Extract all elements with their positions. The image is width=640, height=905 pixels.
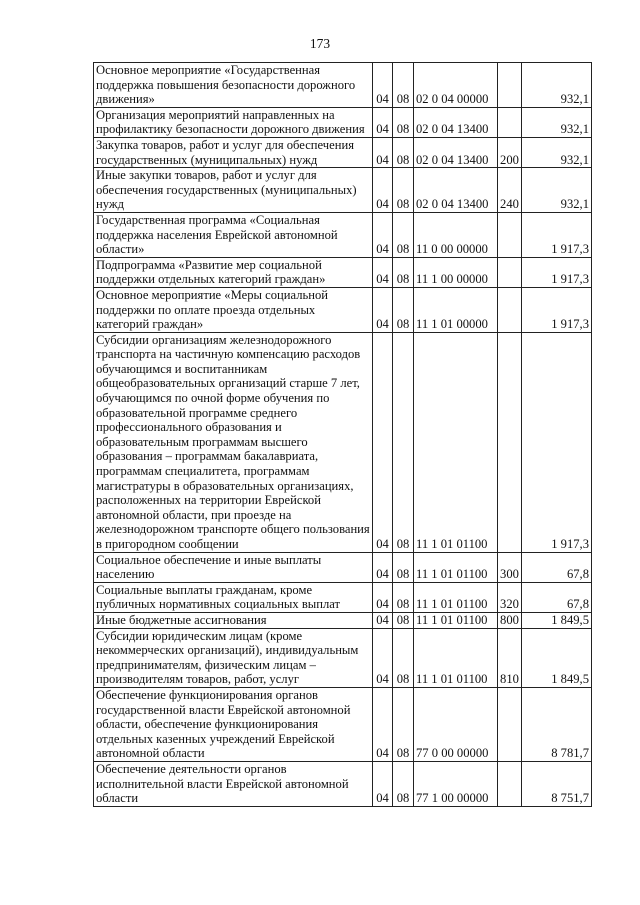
row-sum: 1 849,5	[522, 612, 592, 628]
row-sum: 932,1	[522, 63, 592, 108]
row-target-article: 02 0 04 13400	[414, 137, 498, 167]
row-sum: 1 917,3	[522, 257, 592, 287]
row-sum: 1 917,3	[522, 332, 592, 552]
row-name: Закупка товаров, работ и услуг для обеспечения государственных (муниципальных) нужд	[94, 137, 373, 167]
row-target-article: 11 0 00 00000	[414, 212, 498, 257]
row-expense-type: 200	[498, 137, 522, 167]
table-row	[94, 552, 592, 582]
table-row	[94, 137, 592, 167]
row-sum: 932,1	[522, 107, 592, 137]
table-row	[94, 332, 592, 552]
row-section: 04	[373, 687, 393, 761]
row-section: 04	[373, 332, 393, 552]
row-target-article: 11 1 01 01100	[414, 332, 498, 552]
row-subsection: 08	[393, 287, 414, 332]
row-name: Основное мероприятие «Меры социальной поддержки по оплате проезда отдельных категорий граждан»	[94, 287, 373, 332]
row-expense-type	[498, 687, 522, 761]
row-expense-type: 800	[498, 612, 522, 628]
row-sum: 1 917,3	[522, 287, 592, 332]
row-name: Иные закупки товаров, работ и услуг для обеспечения государственных (муниципальных) нужд	[94, 168, 373, 213]
row-expense-type	[498, 257, 522, 287]
row-name: Организация мероприятий направленных на профилактику безопасности дорожного движения	[94, 107, 373, 137]
table-row	[94, 687, 592, 761]
row-section: 04	[373, 137, 393, 167]
row-sum: 8 751,7	[522, 761, 592, 806]
table-row	[94, 287, 592, 332]
row-subsection: 08	[393, 168, 414, 213]
table-row	[94, 761, 592, 806]
table-row	[94, 628, 592, 687]
row-target-article: 11 1 01 01100	[414, 612, 498, 628]
row-section: 04	[373, 107, 393, 137]
row-expense-type	[498, 332, 522, 552]
row-subsection: 08	[393, 212, 414, 257]
row-name: Субсидии организациям железнодорожного транспорта на частичную компенсацию расходов обучающимся и воспитанникам общеобразовательных организаций старше 7 лет, обучающимся по очной форме обучения по образовательной программе среднего профессионального образования и образовательным программам высшего образования – программам бакалавриата, программам специалитета, программам магистратуры в образовательных организациях, расположенных на территории Еврейской автономной области, при проезде на железнодорожном транспорте общего пользования в пригородном сообщении	[94, 332, 373, 552]
table-row	[94, 257, 592, 287]
row-name: Подпрограмма «Развитие мер социальной поддержки отдельных категорий граждан»	[94, 257, 373, 287]
row-expense-type	[498, 107, 522, 137]
row-section: 04	[373, 761, 393, 806]
row-target-article: 02 0 04 13400	[414, 168, 498, 213]
table-row	[94, 612, 592, 628]
row-sum: 67,8	[522, 582, 592, 612]
row-section: 04	[373, 212, 393, 257]
row-sum: 8 781,7	[522, 687, 592, 761]
row-target-article: 77 0 00 00000	[414, 687, 498, 761]
page-number: 173	[309, 36, 331, 51]
row-subsection: 08	[393, 582, 414, 612]
row-expense-type: 810	[498, 628, 522, 687]
row-target-article: 11 1 01 00000	[414, 287, 498, 332]
row-expense-type: 240	[498, 168, 522, 213]
row-expense-type	[498, 212, 522, 257]
row-target-article: 11 1 01 01100	[414, 582, 498, 612]
row-subsection: 08	[393, 257, 414, 287]
row-sum: 1 849,5	[522, 628, 592, 687]
row-name: Обеспечение деятельности органов исполнительной власти Еврейской автономной области	[94, 761, 373, 806]
row-section: 04	[373, 168, 393, 213]
row-sum: 67,8	[522, 552, 592, 582]
table-row	[94, 212, 592, 257]
budget-table	[93, 62, 592, 807]
row-name: Иные бюджетные ассигнования	[94, 612, 373, 628]
row-name: Основное мероприятие «Государственная поддержка повышения безопасности дорожного движения»	[94, 63, 373, 108]
row-sum: 1 917,3	[522, 212, 592, 257]
row-name: Обеспечение функционирования органов государственной власти Еврейской автономной области, обеспечение функционирования отдельных казенных учреждений Еврейской автономной области	[94, 687, 373, 761]
row-subsection: 08	[393, 332, 414, 552]
row-subsection: 08	[393, 687, 414, 761]
row-subsection: 08	[393, 137, 414, 167]
row-subsection: 08	[393, 612, 414, 628]
row-subsection: 08	[393, 552, 414, 582]
row-section: 04	[373, 582, 393, 612]
row-section: 04	[373, 552, 393, 582]
row-expense-type	[498, 761, 522, 806]
row-target-article: 11 1 01 01100	[414, 628, 498, 687]
row-expense-type: 320	[498, 582, 522, 612]
row-section: 04	[373, 257, 393, 287]
row-target-article: 11 1 00 00000	[414, 257, 498, 287]
row-sum: 932,1	[522, 168, 592, 213]
table-row	[94, 63, 592, 108]
row-section: 04	[373, 63, 393, 108]
row-section: 04	[373, 628, 393, 687]
row-subsection: 08	[393, 761, 414, 806]
table-row	[94, 582, 592, 612]
row-expense-type: 300	[498, 552, 522, 582]
row-name: Социальные выплаты гражданам, кроме публичных нормативных социальных выплат	[94, 582, 373, 612]
table-row	[94, 168, 592, 213]
row-sum: 932,1	[522, 137, 592, 167]
row-section: 04	[373, 612, 393, 628]
row-name: Социальное обеспечение и иные выплаты населению	[94, 552, 373, 582]
row-target-article: 02 0 04 00000	[414, 63, 498, 108]
row-expense-type	[498, 287, 522, 332]
row-subsection: 08	[393, 107, 414, 137]
row-target-article: 11 1 01 01100	[414, 552, 498, 582]
row-name: Государственная программа «Социальная поддержка населения Еврейской автономной области»	[94, 212, 373, 257]
row-expense-type	[498, 63, 522, 108]
row-subsection: 08	[393, 628, 414, 687]
row-section: 04	[373, 287, 393, 332]
row-subsection: 08	[393, 63, 414, 108]
row-target-article: 77 1 00 00000	[414, 761, 498, 806]
table-row	[94, 107, 592, 137]
row-target-article: 02 0 04 13400	[414, 107, 498, 137]
row-name: Субсидии юридическим лицам (кроме некоммерческих организаций), индивидуальным предпринимателям, физическим лицам – производителям товаров, работ, услуг	[94, 628, 373, 687]
